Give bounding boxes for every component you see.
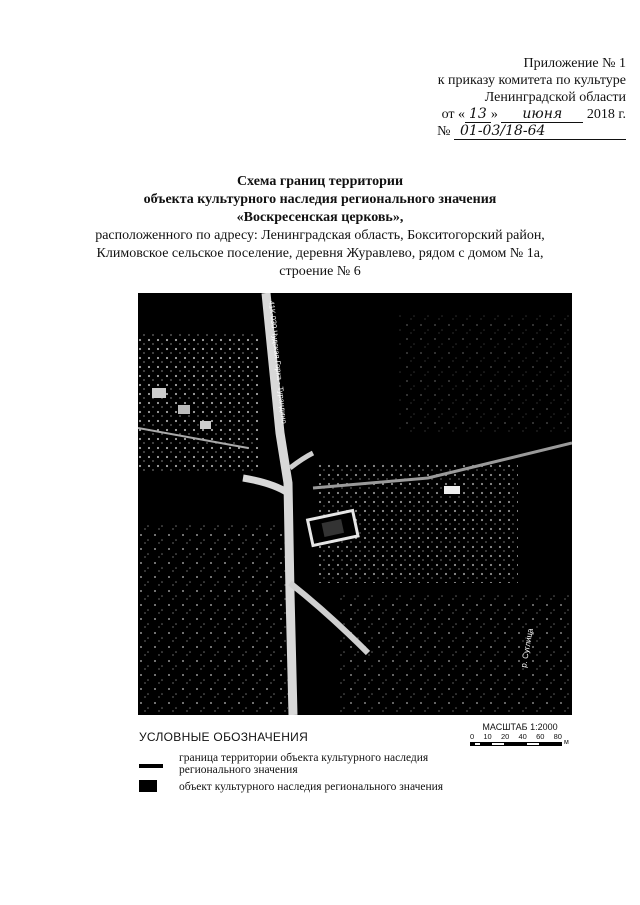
annex-date-year: 2018 г. xyxy=(586,107,626,122)
scale-tick: 20 xyxy=(500,732,510,741)
aerial-map xyxy=(138,293,572,715)
annex-date-line: от « 13 » июня 2018 г. xyxy=(441,106,626,122)
annex-number-line: № 01-03/18-64 xyxy=(437,123,626,140)
map-house xyxy=(200,421,211,429)
legend-block-symbol xyxy=(139,780,157,792)
title-line-3: «Воскресенская церковь», xyxy=(236,210,404,225)
map-house xyxy=(152,388,166,398)
legend-item-boundary-label: граница территории объекта культурного наследия регионального значения xyxy=(179,752,429,776)
legend-item-object-label: объект культурного наследия регионального значения xyxy=(179,781,444,793)
title-line-5: Климовское сельское поселение, деревня Журавлево, рядом с домом № 1а, xyxy=(96,246,544,261)
document-title xyxy=(0,173,640,281)
scale-tick: 60 xyxy=(536,732,545,741)
scale-label: МАСШТАБ 1:2000 xyxy=(482,722,558,732)
title-line-1: Схема границ территории xyxy=(236,174,404,189)
map-building xyxy=(444,486,460,494)
legend-title: УСЛОВНЫЕ ОБОЗНАЧЕНИЯ xyxy=(139,730,309,744)
annex-date-day: 13 xyxy=(465,107,491,123)
annex-header xyxy=(437,55,626,140)
scale-tick: 0 xyxy=(470,732,475,741)
map-river-label: р. Суглица xyxy=(519,627,535,669)
legend-item-object xyxy=(139,780,579,796)
annex-date-month: июня xyxy=(501,107,583,123)
annex-order-line: к приказу комитета по культуре xyxy=(437,73,626,88)
map-vegetation-se xyxy=(338,593,572,715)
scale-tick: 10 xyxy=(483,732,492,741)
map-vegetation-sw xyxy=(138,523,288,713)
map-village-area xyxy=(138,333,258,473)
title-line-4: расположенного по адресу: Ленинградская область, Бокситогорский район, xyxy=(95,228,545,243)
title-line-2: объекта культурного наследия регионального значения xyxy=(143,192,497,207)
map-road-label: 41К-030 Чудская Горка - Турандино xyxy=(267,300,289,425)
annex-title: Приложение № 1 xyxy=(523,56,626,71)
scale-tick: 80 xyxy=(553,732,562,741)
legend-line-symbol xyxy=(139,764,163,768)
title-line-6: строение № 6 xyxy=(279,264,361,279)
map-field-ne xyxy=(398,313,572,433)
legend-item-boundary xyxy=(139,752,579,782)
scale-bar xyxy=(470,722,570,749)
scale-graphic xyxy=(470,741,570,749)
map-image xyxy=(138,293,572,715)
scale-unit: м xyxy=(564,739,569,746)
scale-tick: 40 xyxy=(518,732,527,741)
annex-region-line: Ленинградской области xyxy=(484,90,626,105)
scale-ticks xyxy=(470,732,562,741)
annex-number-value: 01-03/18-64 xyxy=(454,124,626,140)
map-house xyxy=(178,405,190,414)
